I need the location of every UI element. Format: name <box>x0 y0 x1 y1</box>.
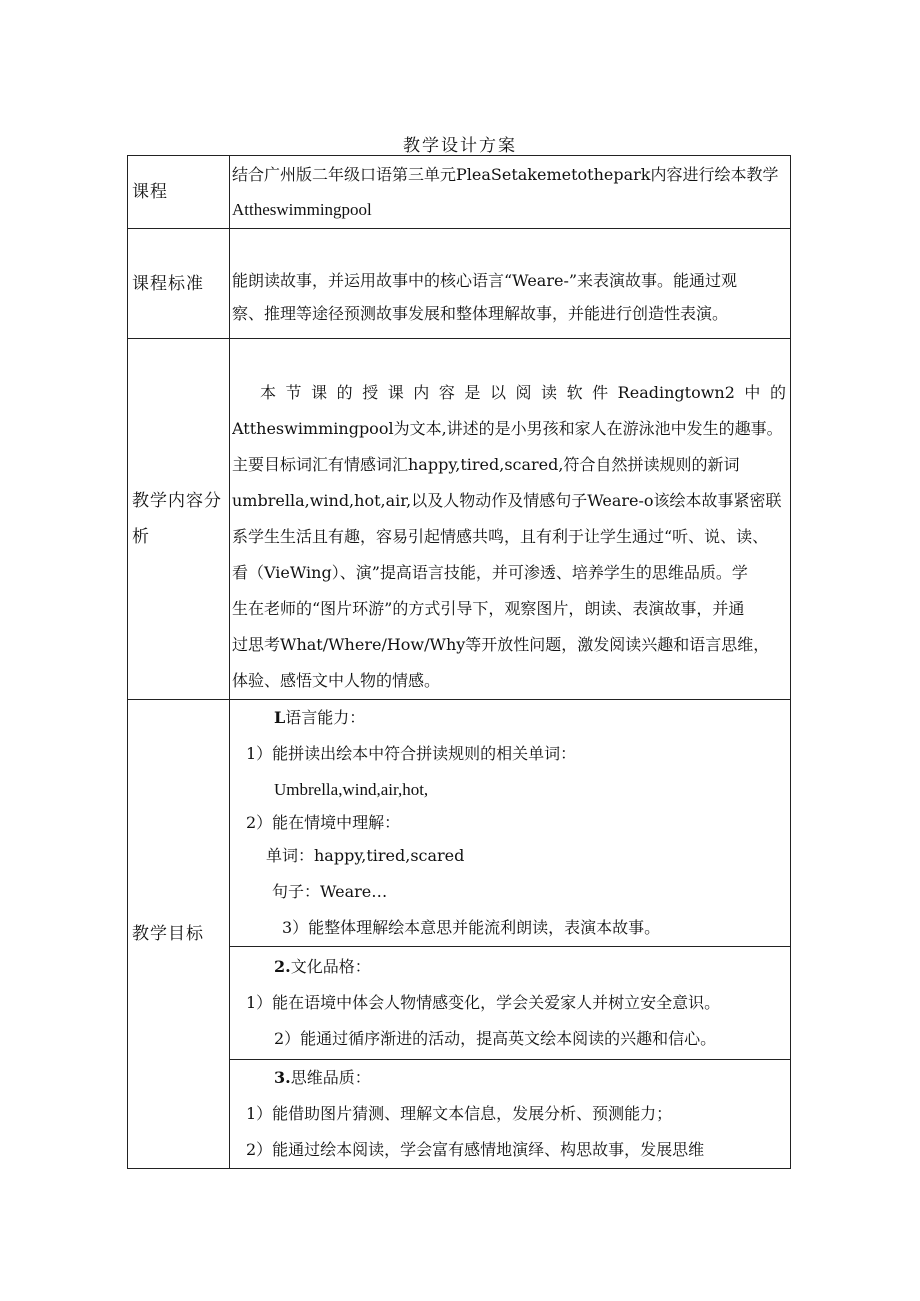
standard-line: 察、推理等途径预测故事发展和整体理解故事，并能进行创造性表演。 <box>232 303 729 323</box>
culture-heading <box>232 949 786 985</box>
document-title: 教学设计方案 <box>403 136 517 156</box>
thinking-heading-text: 思维品质： <box>290 1068 371 1087</box>
language-item-2-words: 单词：happy,tired,scared <box>266 846 465 865</box>
course-row <box>128 156 791 229</box>
culture-item-1: 1）能在语境中体会人物情感变化，学会关爱家人并树立安全意识。 <box>246 993 721 1012</box>
thinking-block <box>230 1060 791 1169</box>
analysis-label-line: 析 <box>132 527 150 547</box>
analysis-line: umbrella,wind,hot,air,以及人物动作及情感句子Weare-o该绘本故事紧密联 <box>232 491 782 510</box>
analysis-line: 生在老师的“图片环游”的方式引导下，观察图片，朗读、表演故事，并通 <box>232 599 745 618</box>
culture-block <box>230 947 791 1060</box>
language-item-2-sentence: 句子：Weare… <box>272 882 388 901</box>
thinking-heading-num: 3. <box>274 1068 291 1087</box>
analysis-line: Attheswimmingpool为文本,讲述的是小男孩和家人在游泳池中发生的趣事。 <box>232 419 783 438</box>
analysis-label-line: 教学内容分 <box>132 491 222 511</box>
culture-heading-text: 文化品格： <box>290 957 371 976</box>
course-line: Attheswimmingpool <box>232 200 372 219</box>
standard-label: 课程标准 <box>128 229 230 339</box>
analysis-line: 系学生生活且有趣，容易引起情感共鸣，且有利于让学生通过“听、说、读、 <box>232 527 769 546</box>
thinking-heading <box>232 1060 786 1096</box>
course-label: 课程 <box>128 156 230 229</box>
objectives-row-language <box>128 700 791 947</box>
standard-row <box>128 229 791 339</box>
thinking-item-2: 2）能通过绘本阅读，学会富有感情地演绎、构思故事，发展思维 <box>246 1140 705 1159</box>
language-heading-text: 语言能力： <box>285 708 366 727</box>
language-item-3: 3）能整体理解绘本意思并能流利朗读，表演本故事。 <box>282 918 661 937</box>
analysis-content <box>230 339 791 700</box>
standard-content <box>230 229 791 339</box>
analysis-label <box>128 339 230 700</box>
course-line: 结合广州版二年级口语第三单元PleaSetakemetothepark内容进行绘本教学 <box>232 165 779 184</box>
standard-line: 能朗读故事，并运用故事中的核心语言“Weare-”来表演故事。能通过观 <box>232 270 738 290</box>
objectives-label: 教学目标 <box>128 700 230 1169</box>
course-content <box>230 156 791 229</box>
language-item-1: 1）能拼读出绘本中符合拼读规则的相关单词： <box>246 744 577 763</box>
language-heading <box>232 700 786 736</box>
analysis-line: 本节课的授课内容是以阅读软件Readingtown2中的 <box>260 383 786 402</box>
analysis-row <box>128 339 791 700</box>
culture-item-2: 2）能通过循序渐进的活动，提高英文绘本阅读的兴趣和信心。 <box>274 1029 717 1048</box>
culture-heading-num: 2. <box>274 957 291 976</box>
language-heading-num: L <box>274 708 286 727</box>
language-item-2: 2）能在情境中理解： <box>246 813 401 832</box>
language-ability-block <box>230 700 791 947</box>
analysis-line: 过思考What/Where/How/Why等开放性问题，激发阅读兴趣和语言思维， <box>232 635 770 654</box>
language-item-1-words: Umbrella,wind,air,hot, <box>274 780 429 799</box>
lesson-plan-table <box>127 155 791 1169</box>
thinking-item-1: 1）能借助图片猜测、理解文本信息，发展分析、预测能力； <box>246 1104 673 1123</box>
analysis-line: 主要目标词汇有情感词汇happy,tired,scared,符合自然拼读规则的新词 <box>232 455 740 474</box>
analysis-line: 体验、感悟文中人物的情感。 <box>232 671 441 690</box>
analysis-line: 看（VieWing）、演”提高语言技能，并可渗透、培养学生的思维品质。学 <box>232 563 748 582</box>
